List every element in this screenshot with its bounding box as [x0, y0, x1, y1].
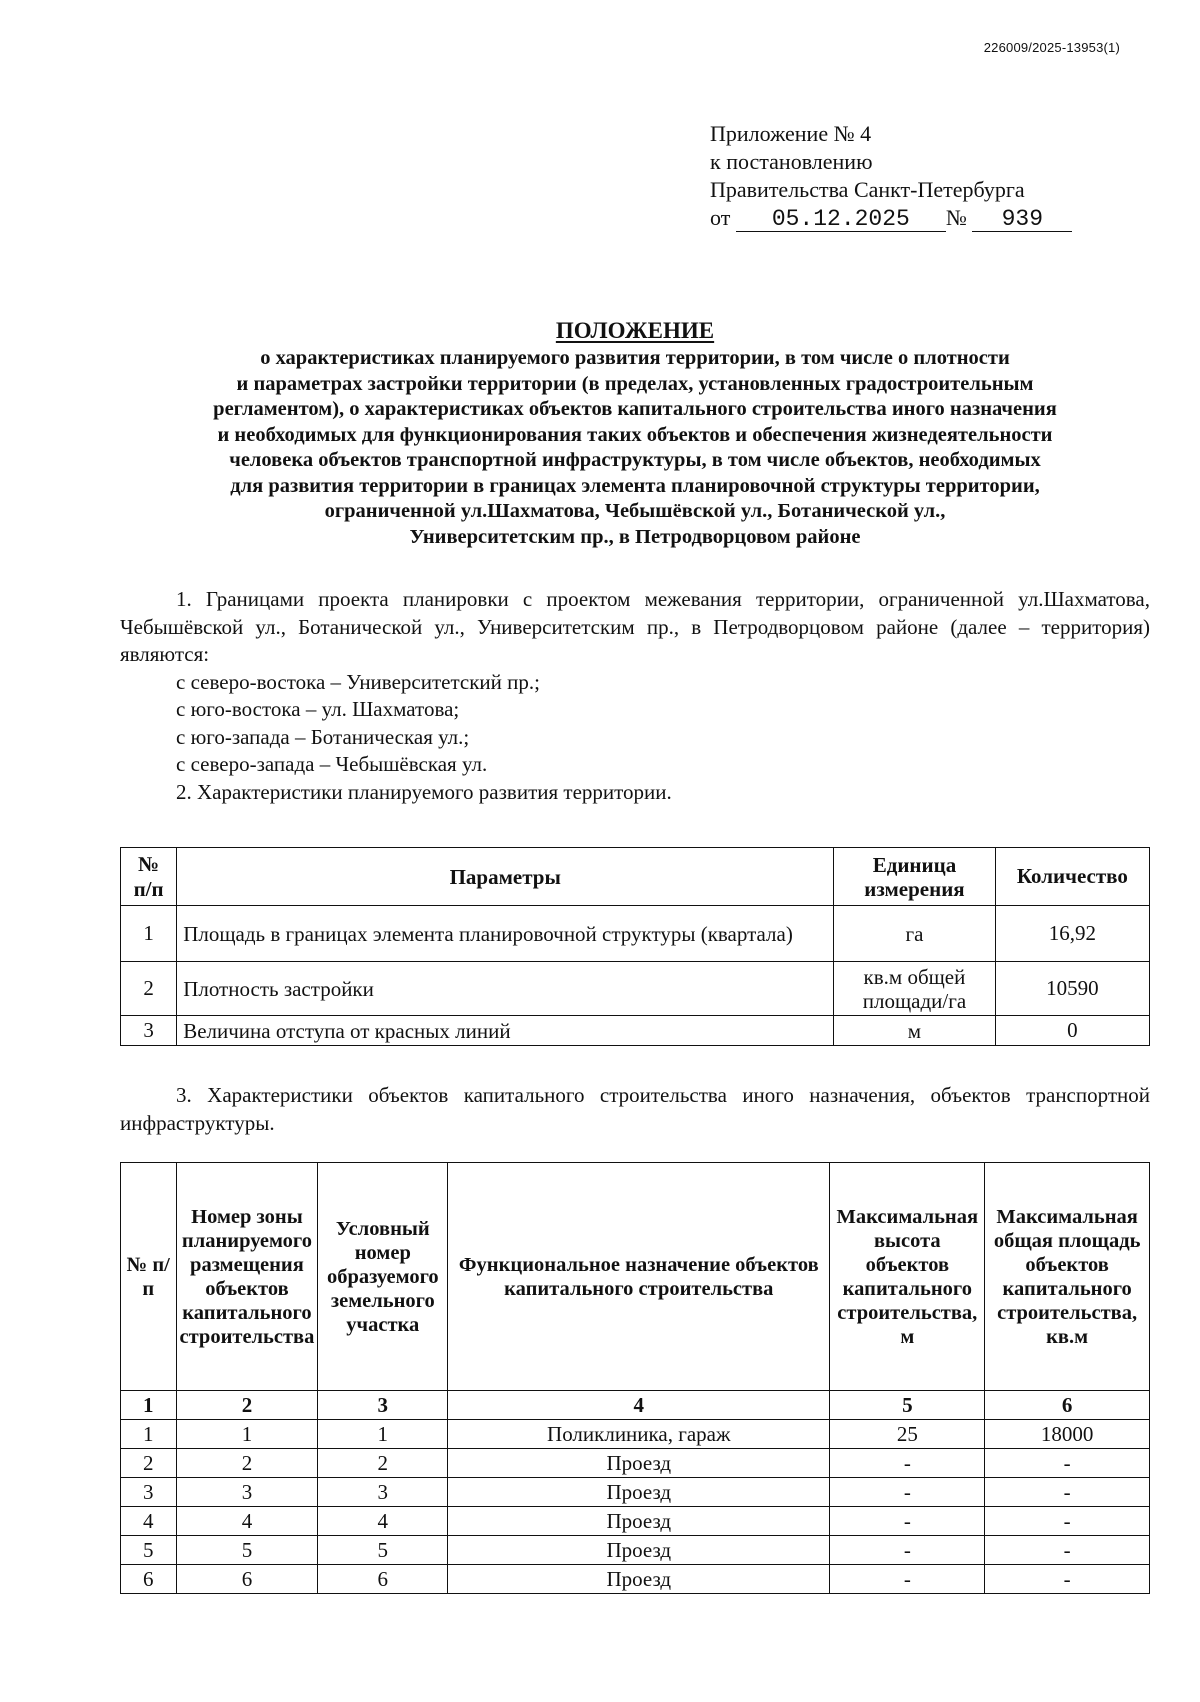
table-row: [121, 906, 1150, 962]
row-zone: 4: [176, 1507, 318, 1536]
table-row: [121, 1536, 1150, 1565]
column-index: 5: [830, 1391, 985, 1420]
row-plot: 2: [318, 1449, 448, 1478]
annex-government: Правительства Санкт-Петербурга: [710, 177, 1025, 202]
row-max-height: -: [830, 1507, 985, 1536]
row-qty: 0: [995, 1016, 1149, 1046]
column-index-row: [121, 1391, 1150, 1420]
boundary-southeast: с юго-востока – ул. Шахматова;: [176, 697, 460, 721]
table-header-row: [121, 1163, 1150, 1391]
row-qty: 10590: [995, 962, 1149, 1016]
row-zone: 1: [176, 1420, 318, 1449]
row-zone: 5: [176, 1536, 318, 1565]
section-3: [120, 1082, 1150, 1137]
boundary-southwest: с юго-запада – Ботаническая ул.;: [176, 724, 470, 749]
row-param: Площадь в границах элемента планировочной структуры (квартала): [177, 906, 834, 962]
row-zone: 2: [176, 1449, 318, 1478]
table-row: [121, 1449, 1150, 1478]
row-unit: га: [834, 906, 995, 962]
title-line: ограниченной ул.Шахматова, Чебышёвской ул., Ботанической ул.,: [324, 500, 946, 522]
row-plot: 4: [318, 1507, 448, 1536]
row-max-area: 18000: [985, 1420, 1150, 1449]
boundary-northeast: с северо-востока – Университетский пр.;: [176, 669, 540, 694]
resolution-date: 05.12.2025: [736, 207, 946, 232]
document-registration-id: 226009/2025-13953(1): [983, 40, 1120, 55]
column-index: 2: [176, 1391, 318, 1420]
header-num: № п/п: [121, 848, 177, 906]
row-num: 4: [121, 1507, 177, 1536]
row-num: 2: [121, 1449, 177, 1478]
header-max-height: Максимальная высота объектов капитального строительства, м: [830, 1163, 985, 1391]
row-function: Проезд: [448, 1565, 830, 1594]
header-unit: Единица измерения: [834, 848, 995, 906]
table-row: [121, 962, 1150, 1016]
row-plot: 6: [318, 1565, 448, 1594]
annex-header: [710, 120, 1072, 232]
row-qty: 16,92: [995, 906, 1149, 962]
row-function: Поликлиника, гараж: [448, 1420, 830, 1449]
row-function: Проезд: [448, 1449, 830, 1478]
annex-number: Приложение № 4: [710, 121, 872, 146]
column-index: 6: [985, 1391, 1150, 1420]
annex-date-row: [710, 204, 1072, 232]
document-title: [120, 316, 1150, 550]
resolution-number: 939: [972, 207, 1072, 232]
section-1: [120, 586, 1150, 806]
row-param: Величина отступа от красных линий: [177, 1016, 834, 1046]
header-plot: Условный номер образуемого земельного участка: [318, 1163, 448, 1391]
title-line: Университетским пр., в Петродворцовом районе: [409, 525, 861, 548]
row-param: Плотность застройки: [177, 962, 834, 1016]
title-line: и параметрах застройки территории (в пределах, установленных градостроительным: [236, 372, 1034, 395]
row-max-area: -: [985, 1536, 1150, 1565]
header-zone: Номер зоны планируемого размещения объектов капитального строительства: [176, 1163, 318, 1391]
row-function: Проезд: [448, 1507, 830, 1536]
table-row: [121, 1478, 1150, 1507]
row-zone: 3: [176, 1478, 318, 1507]
boundary-northwest: с северо-запада – Чебышёвская ул.: [176, 752, 488, 776]
table-row: [121, 1016, 1150, 1046]
row-unit: кв.м общей площади/га: [834, 962, 995, 1016]
number-label: №: [945, 205, 967, 230]
column-index: 1: [121, 1391, 177, 1420]
column-index: 3: [318, 1391, 448, 1420]
row-num: 3: [121, 1478, 177, 1507]
table-header-row: [121, 848, 1150, 906]
table-row: [121, 1507, 1150, 1536]
row-max-height: -: [830, 1536, 985, 1565]
row-num: 5: [121, 1536, 177, 1565]
territory-characteristics-table: [120, 847, 1150, 1046]
title-line: человека объектов транспортной инфраструктуры, в том числе объектов, необходимых: [229, 449, 1041, 471]
column-index: 4: [448, 1391, 830, 1420]
row-num: 1: [121, 906, 177, 962]
title-heading: ПОЛОЖЕНИЕ: [555, 318, 715, 343]
row-function: Проезд: [448, 1536, 830, 1565]
row-max-area: -: [985, 1478, 1150, 1507]
row-max-height: -: [830, 1478, 985, 1507]
section-1-intro: 1. Границами проекта планировки с проектом межевания территории, ограниченной ул.Шахматова, Чебышёвской ул., Ботанической ул., Университетским пр., в Петродворцовом районе (далее – территория) являются:: [120, 587, 1150, 666]
row-max-area: -: [985, 1565, 1150, 1594]
header-max-area: Максимальная общая площадь объектов капитального строительства, кв.м: [985, 1163, 1150, 1391]
title-line: о характеристиках планируемого развития территории, в том числе о плотности: [260, 347, 1010, 369]
row-num: 1: [121, 1420, 177, 1449]
header-function: Функциональное назначение объектов капитального строительства: [448, 1163, 830, 1391]
row-max-height: -: [830, 1449, 985, 1478]
section-3-title: 3. Характеристики объектов капитального строительства иного назначения, объектов транспортной инфраструктуры.: [120, 1083, 1150, 1135]
capital-construction-table: [120, 1162, 1150, 1594]
row-num: 6: [121, 1565, 177, 1594]
title-line: регламентом), о характеристиках объектов капитального строительства иного назначения: [213, 398, 1057, 420]
header-num: № п/п: [121, 1163, 177, 1391]
row-function: Проезд: [448, 1478, 830, 1507]
row-plot: 3: [318, 1478, 448, 1507]
section-2-title: 2. Характеристики планируемого развития территории.: [176, 779, 672, 804]
row-unit: м: [834, 1016, 995, 1046]
title-line: для развития территории в границах элемента планировочной структуры территории,: [230, 474, 1040, 497]
from-label: от: [710, 205, 731, 230]
row-zone: 6: [176, 1565, 318, 1594]
table-row: [121, 1565, 1150, 1594]
row-plot: 1: [318, 1420, 448, 1449]
row-plot: 5: [318, 1536, 448, 1565]
row-max-area: -: [985, 1507, 1150, 1536]
row-num: 3: [121, 1016, 177, 1046]
row-max-area: -: [985, 1449, 1150, 1478]
table-row: [121, 1420, 1150, 1449]
row-max-height: 25: [830, 1420, 985, 1449]
row-num: 2: [121, 962, 177, 1016]
header-qty: Количество: [995, 848, 1149, 906]
header-param: Параметры: [177, 848, 834, 906]
annex-resolution: к постановлению: [710, 149, 873, 174]
row-max-height: -: [830, 1565, 985, 1594]
title-line: и необходимых для функционирования таких объектов и обеспечения жизнедеятельности: [217, 423, 1053, 446]
